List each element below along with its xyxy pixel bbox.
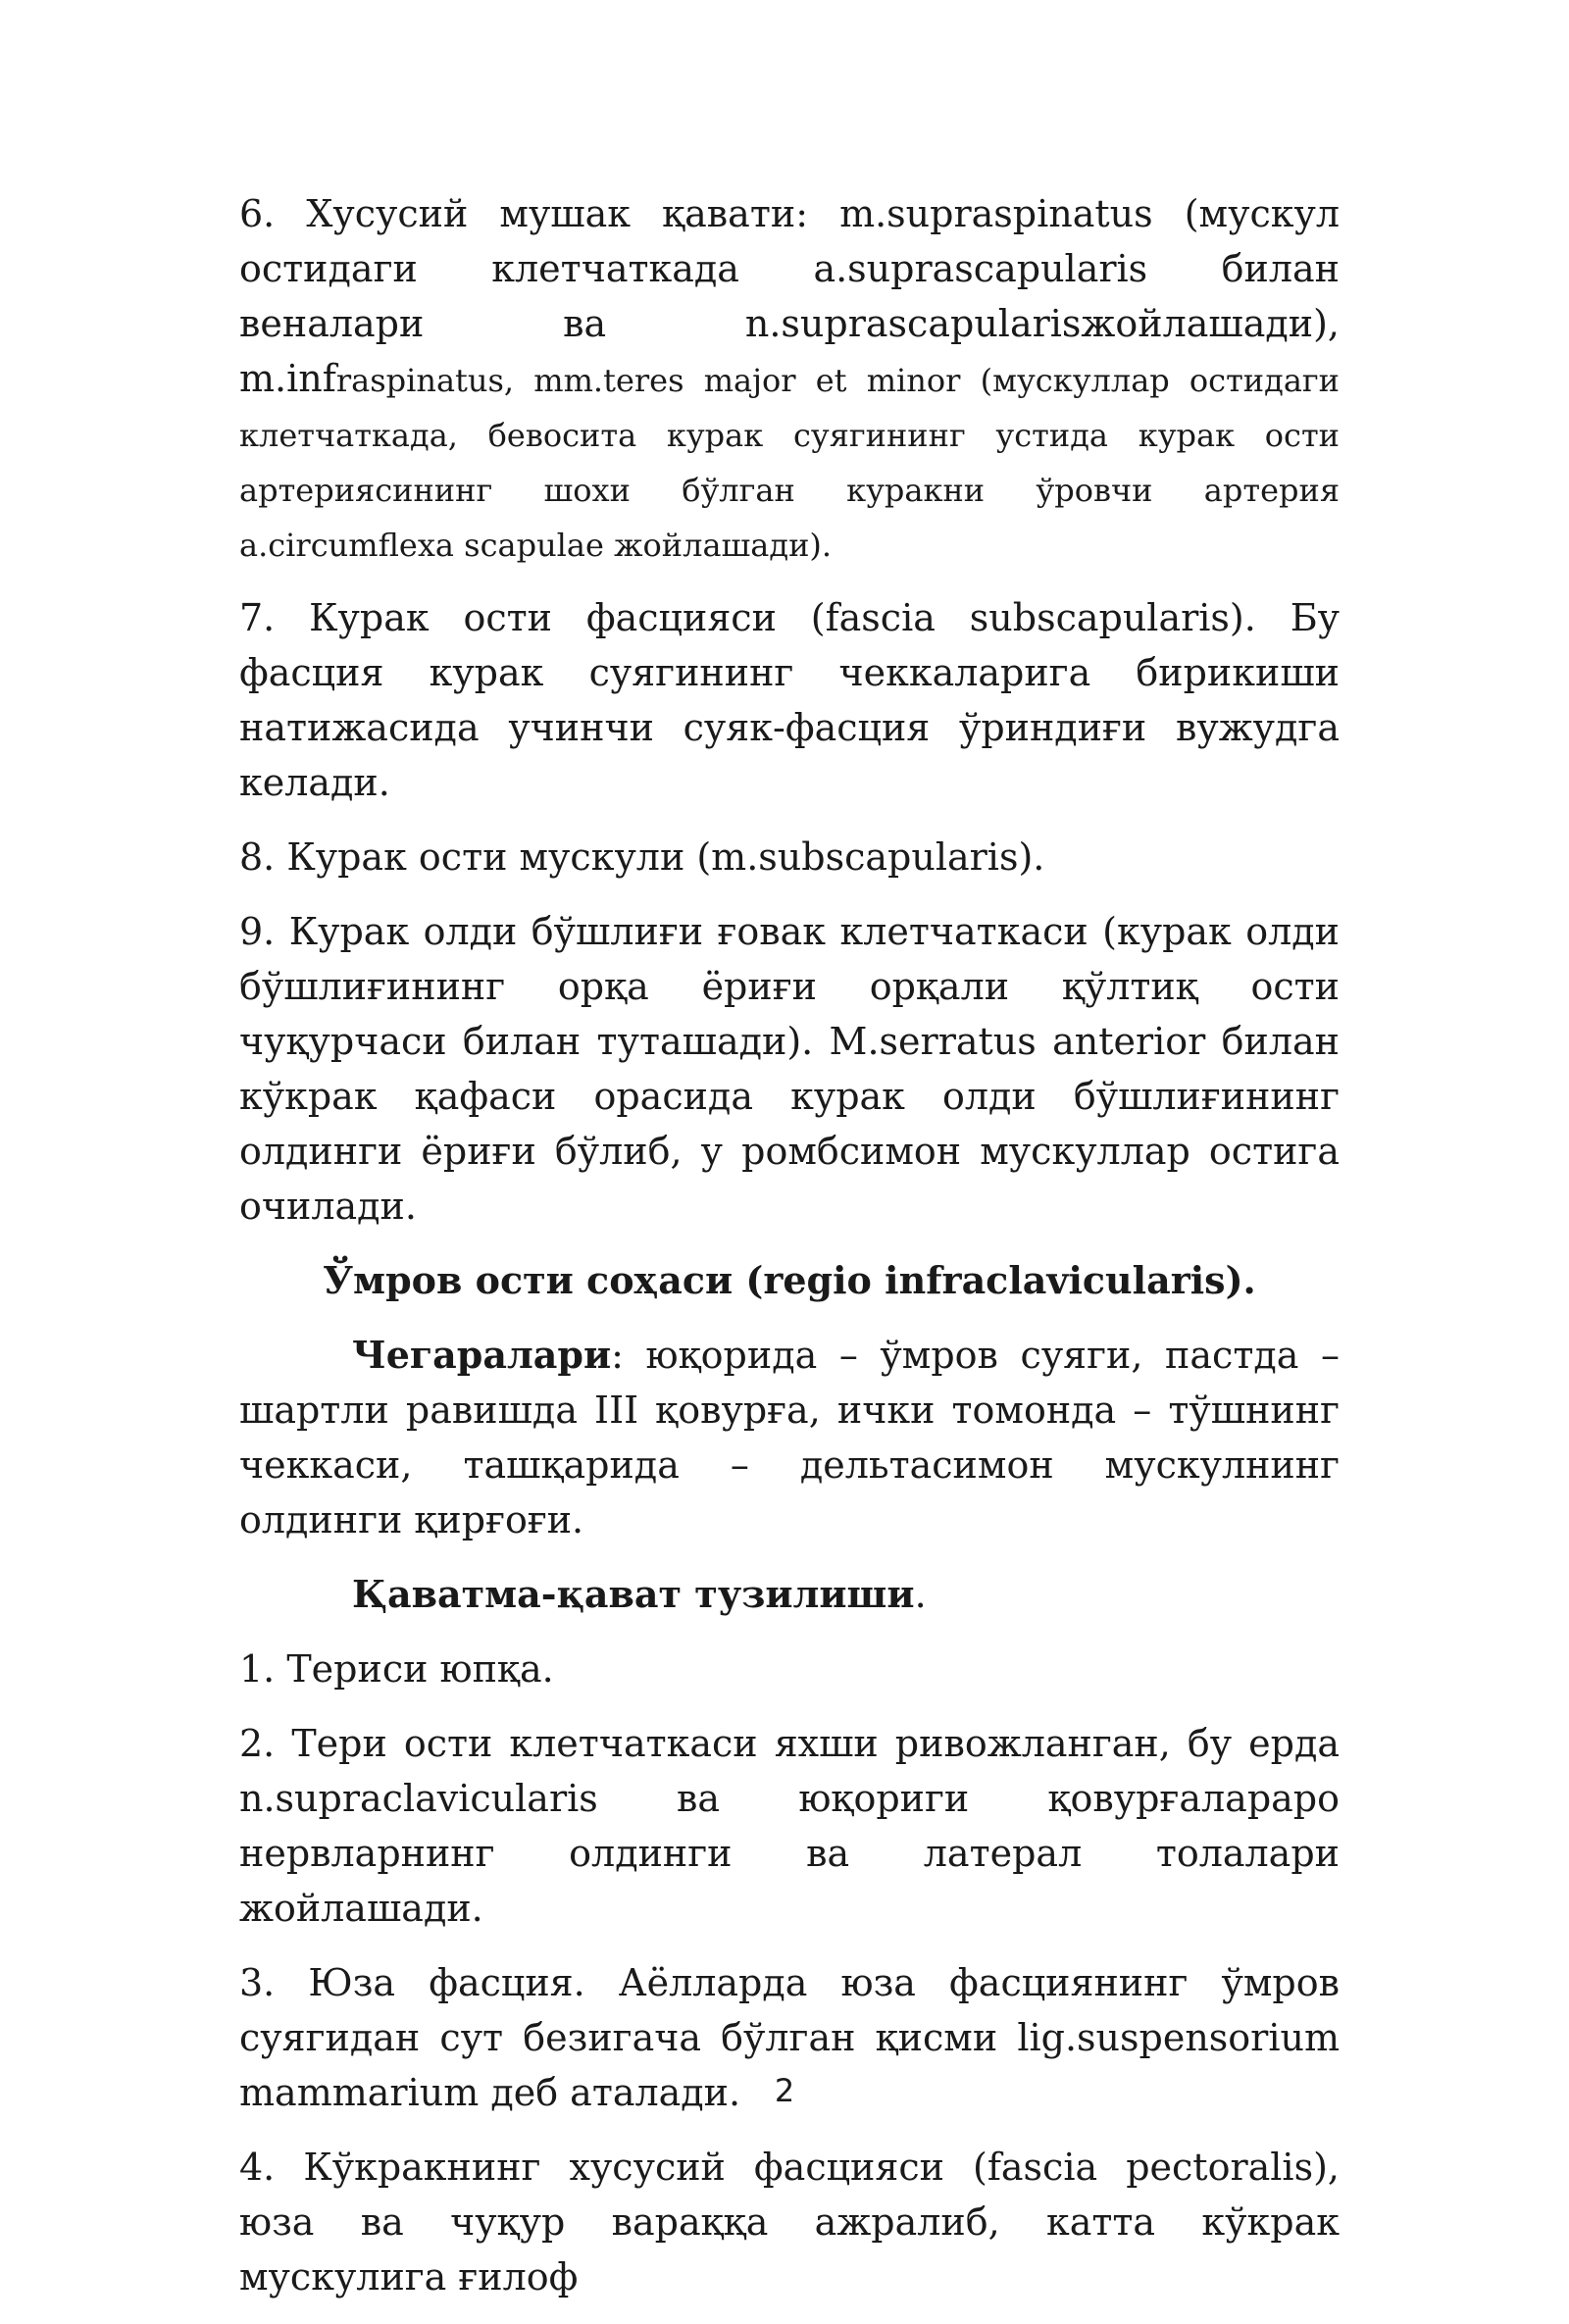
paragraph-8: 8. Курак ости мускули (m.subscapularis). — [239, 835, 1045, 879]
paragraph-7: 7. Курак ости фасцияси (fascia subscapularis). Бу фасция курак суягининг чеккаларига бирикиши натижасида учинчи суяк-фасция ўриндиғи вужудга келади. — [239, 596, 1340, 804]
list-item-2: 2. Тери ости клетчаткаси яхши ривожланган, бу ерда n.supraclavicularis ва юқориги қовурғалараро нервларнинг олдинги ва латерал толалари жойлашади. — [239, 1722, 1340, 1930]
page-body — [239, 186, 1340, 2324]
structure-label: Қаватма-қават тузилиши — [352, 1572, 915, 1616]
list-item-3: 3. Юза фасция. Аёлларда юза фасциянинг ўмров суягидан сут безигача бўлган қисми lig.suspensorium mammarium деб аталади. — [239, 1961, 1340, 2114]
paragraph-6 — [239, 186, 1340, 571]
section-heading: Ўмров ости соҳаси (regio infraclavicularis). — [323, 1258, 1256, 1302]
paragraph-9: 9. Курак олди бўшлиғи ғовак клетчаткаси (курак олди бўшлиғининг орқа ёриғи орқали қўлтиқ ости чуқурчаси билан туташади). M.serratus anterior билан кўкрак қафаси орасида курак олди бўшлиғининг олдинги ёриғи бўлиб, у ромбсимон мускуллар остига очилади. — [239, 910, 1340, 1228]
structure-heading — [239, 1567, 1340, 1622]
borders-text: : юқорида – ўмров суяги, пастда – шартли равишда III қовурға, ички томонда – тўшнинг чеккаси, ташқарида – дельтасимон мускулнинг олдинги қирғоғи. — [239, 1334, 1340, 1541]
paragraph-6-lead: 6. Хусусий мушак қавати: m.supraspinatus (мускул остидаги клетчаткада a.suprascapularis билан веналари ва n.suprascapularisжойлашади), m.inf — [239, 192, 1340, 400]
page-number: 2 — [774, 2072, 795, 2109]
borders-label: Чегаралари — [352, 1333, 612, 1377]
list-item-4: 4. Кўкракнинг хусусий фасцияси (fascia pectoralis), юза ва чуқур вараққа ажралиб, катта кўкрак мускулига ғилоф — [239, 2146, 1340, 2299]
structure-suffix: . — [914, 1573, 927, 1616]
borders-paragraph — [239, 1328, 1340, 1547]
paragraph-6-small: raspinatus, mm.teres major et minor (мускуллар остидаги клетчаткада, бевосита курак суягининг устида курак ости артериясининг шохи бўлган куракни ўровчи артерия a.circumflexa scapulae жойлашади). — [239, 362, 1340, 564]
list-item-1: 1. Териси юпқа. — [239, 1647, 554, 1691]
